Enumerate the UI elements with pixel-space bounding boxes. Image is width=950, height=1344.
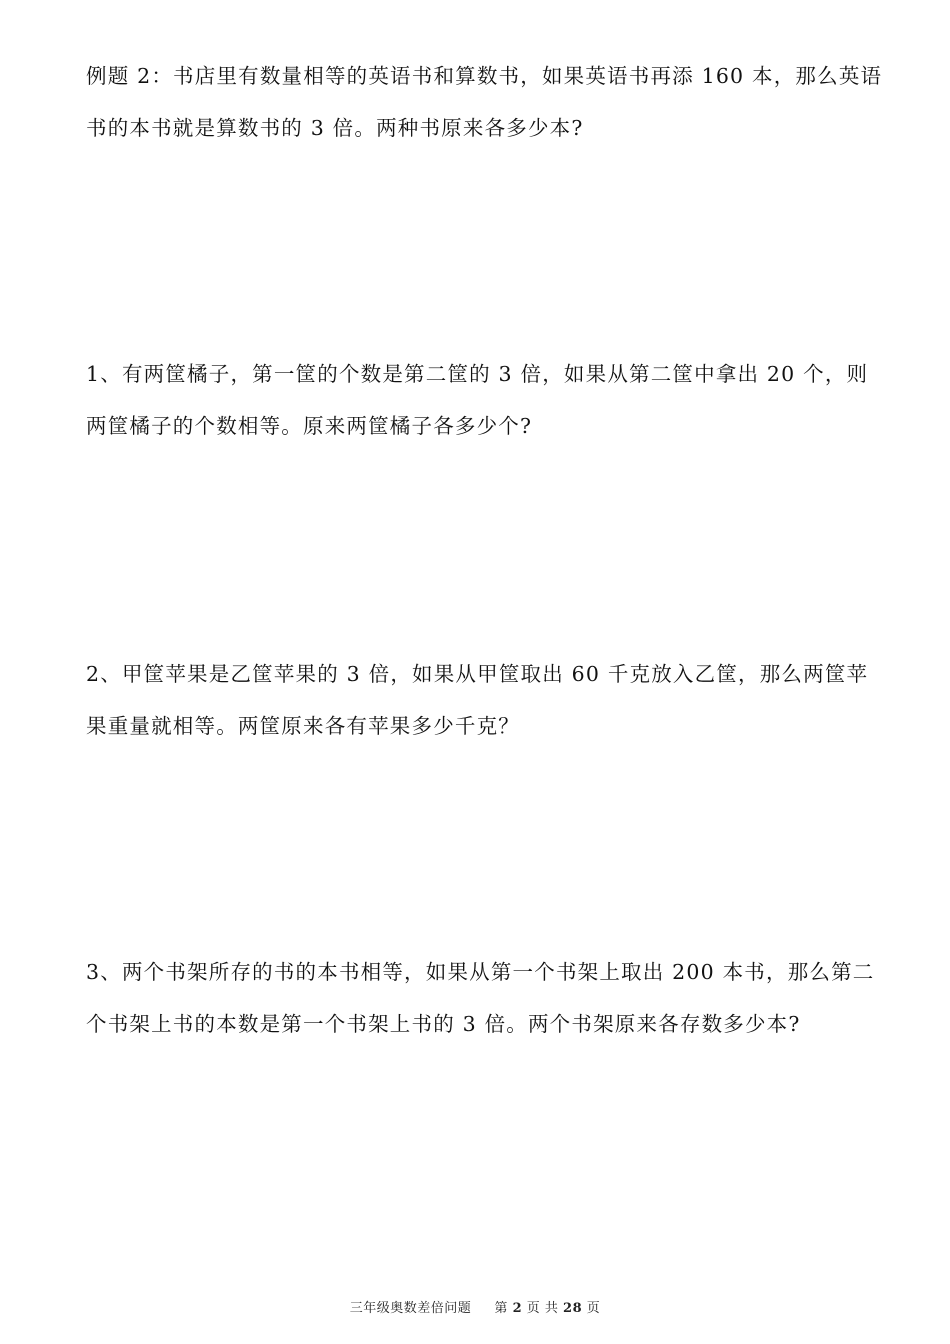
- problem-text-line: 例题 2：书店里有数量相等的英语书和算数书，如果英语书再添 160 本，那么英语: [86, 64, 883, 88]
- page-footer: [0, 1297, 950, 1316]
- footer-title: 三年级奥数差倍问题: [349, 1301, 472, 1316]
- problem-text-line: 2、甲筐苹果是乙筐苹果的 3 倍，如果从甲筐取出 60 千克放入乙筐，那么两筐苹: [86, 662, 869, 686]
- footer-page-suffix: 页: [586, 1301, 601, 1316]
- exercise-problem-2: [86, 648, 886, 752]
- problem-text-line: 两筐橘子的个数相等。原来两筐橘子各多少个?: [86, 414, 533, 438]
- problem-text-line: 1、有两筐橘子，第一筐的个数是第二筐的 3 倍，如果从第二筐中拿出 20 个，则: [86, 362, 869, 386]
- footer-page-prefix: 第: [494, 1301, 508, 1316]
- example-problem-2: [86, 50, 886, 154]
- footer-page-mid: 页 共: [526, 1301, 559, 1316]
- problem-text-line: 果重量就相等。两筐原来各有苹果多少千克？: [86, 714, 520, 738]
- exercise-problem-1: [86, 348, 886, 452]
- problem-text-line: 书的本书就是算数书的 3 倍。两种书原来各多少本?: [86, 116, 584, 140]
- exercise-problem-3: [86, 946, 886, 1050]
- problem-text-line: 个书架上书的本数是第一个书架上书的 3 倍。两个书架原来各存数多少本?: [86, 1012, 801, 1036]
- problem-text-line: 3、两个书架所存的书的本书相等，如果从第一个书架上取出 200 本书，那么第二: [86, 960, 875, 984]
- footer-page-number: 2: [512, 1301, 523, 1316]
- footer-total-pages: 28: [563, 1301, 583, 1316]
